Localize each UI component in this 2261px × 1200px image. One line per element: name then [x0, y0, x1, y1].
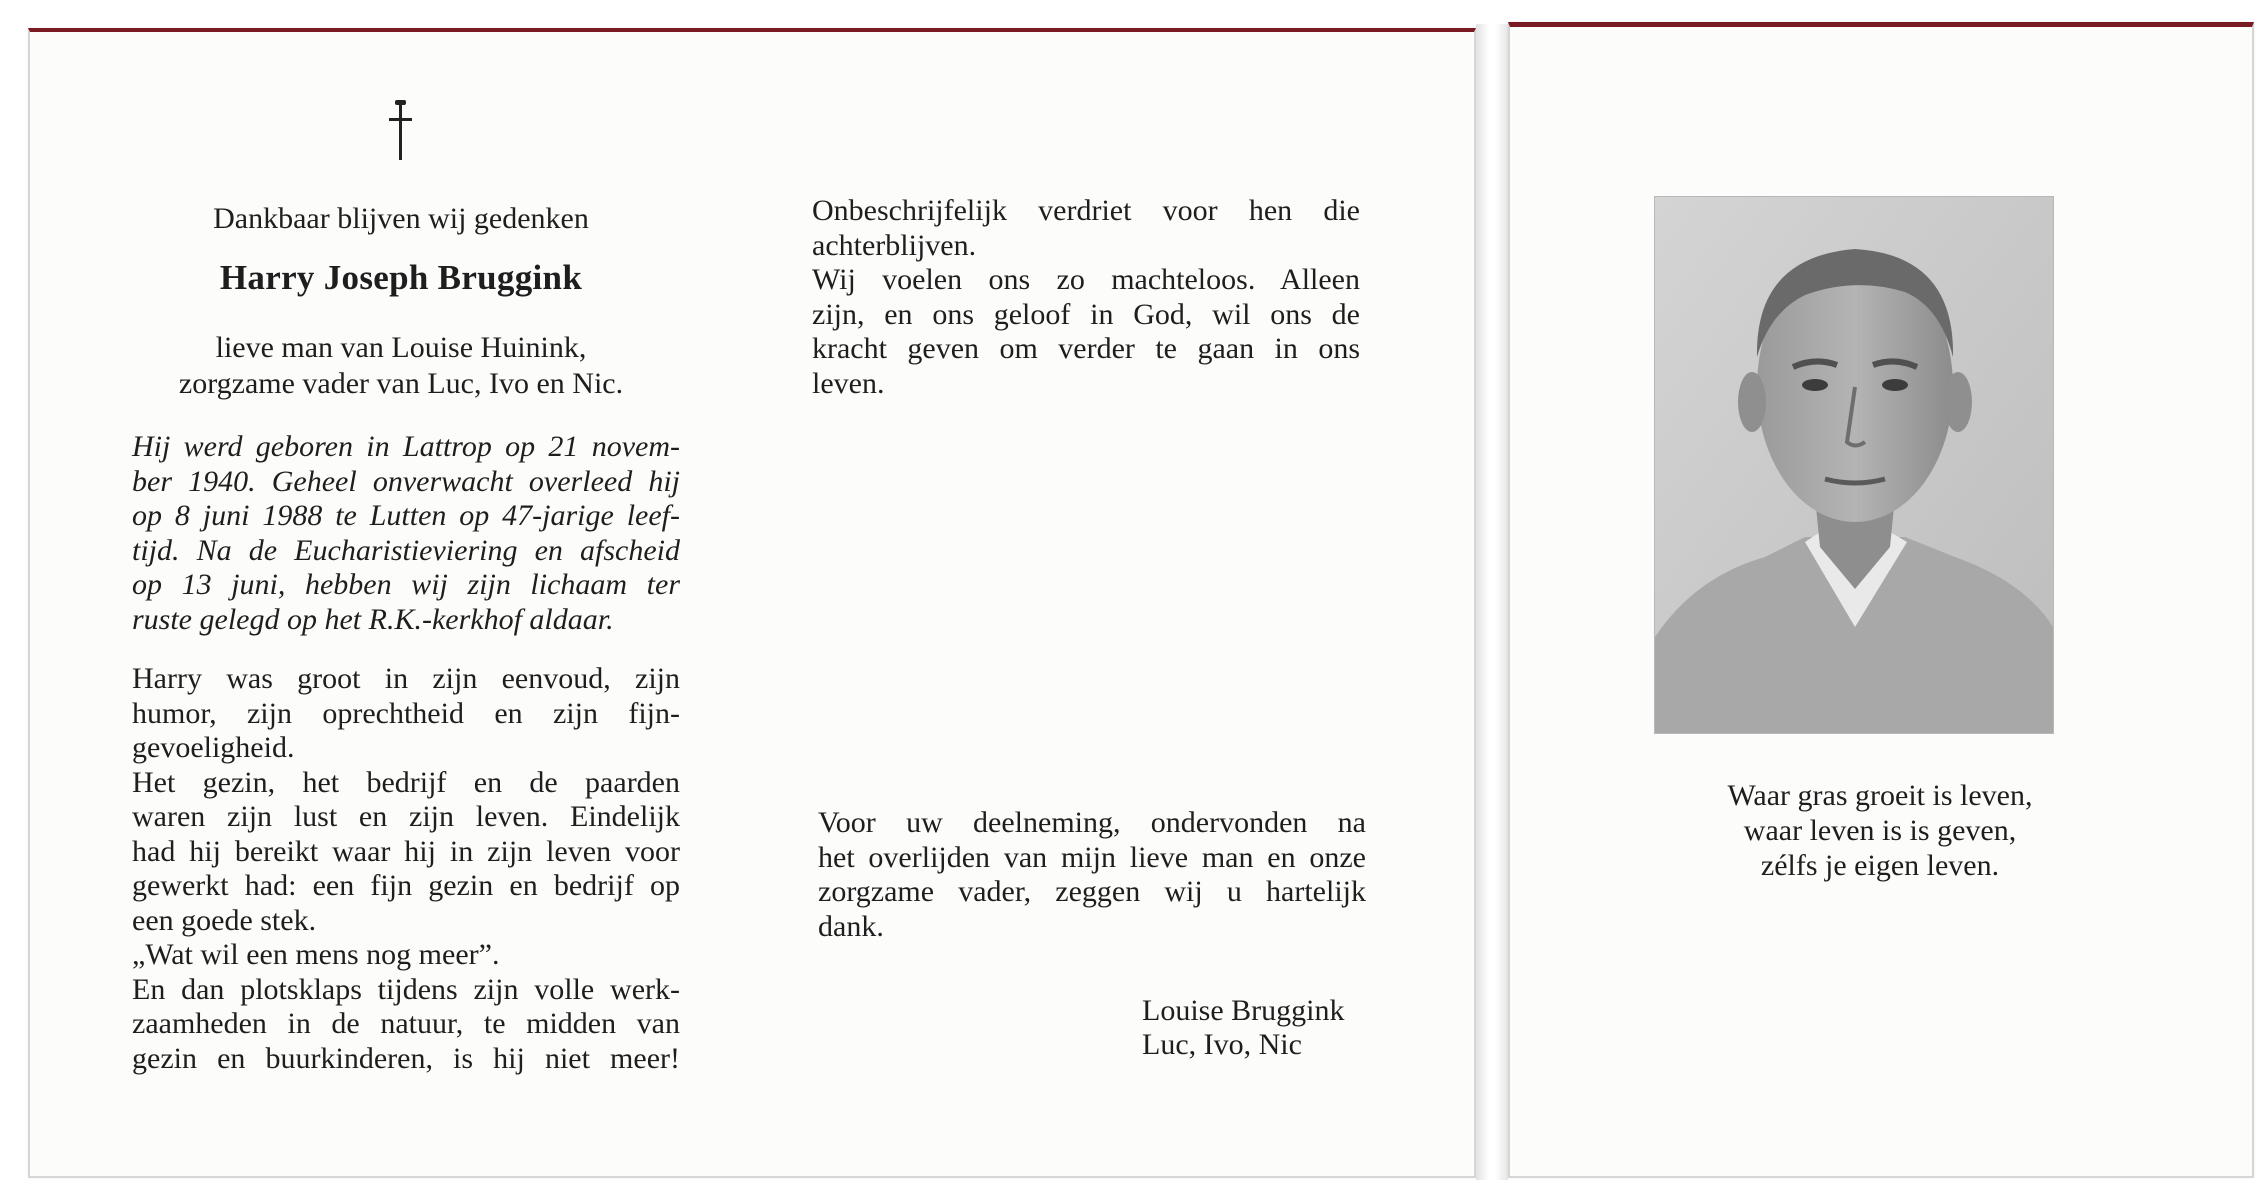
- signature-line: Louise Bruggink: [1142, 994, 1345, 1027]
- grief-line: achterblijven.: [812, 228, 977, 262]
- grief-line: zijn, en ons geloof in God, wil ons de: [812, 297, 1360, 331]
- grief-line: leven.: [812, 366, 885, 400]
- relation-text: [130, 330, 672, 402]
- thanks-line: Voor uw deelneming, ondervonden na: [818, 806, 1366, 839]
- bio-line: tijd. Na de Eucharistieviering en afscheid: [132, 533, 680, 567]
- tribute-line: een goede stek.: [132, 903, 317, 937]
- deceased-name: Harry Joseph Bruggink: [219, 258, 583, 297]
- grief-line: Onbeschrijfelijk verdriet voor hen die: [812, 194, 1360, 227]
- thanks-paragraph: [818, 806, 1366, 944]
- poem-verse: [1555, 778, 2205, 883]
- tribute-line: Het gezin, het bedrijf en de paarden: [132, 765, 680, 799]
- bio-line: op 8 juni 1988 te Lutten op 47-jarige leef-: [132, 499, 680, 532]
- tribute-line: waren zijn lust en zijn leven. Eindelijk: [132, 800, 680, 833]
- poem-line: waar leven is is geven,: [1743, 814, 2017, 847]
- tribute-line: gezin en buurkinderen, is hij niet meer!: [132, 1041, 680, 1075]
- tribute-line: humor, zijn oprechtheid en zijn fijn-: [132, 696, 680, 730]
- tribute-line: En dan plotsklaps tijdens zijn volle werk-: [132, 972, 680, 1006]
- poem-line: zélfs je eigen leven.: [1760, 849, 2000, 882]
- tribute-paragraph: [132, 662, 680, 1076]
- relation-line: zorgzame vader van Luc, Ivo en Nic.: [178, 367, 624, 400]
- tribute-line: had hij bereikt waar hij in zijn leven voor: [132, 834, 680, 868]
- card-fold: [1476, 24, 1508, 1180]
- poem-line: Waar gras groeit is leven,: [1727, 779, 2033, 812]
- grief-paragraph: [812, 194, 1360, 401]
- grief-line: Wij voelen ons zo machteloos. Alleen: [812, 263, 1360, 296]
- grief-line: kracht geven om verder te gaan in ons: [812, 332, 1360, 365]
- signature-line: Luc, Ivo, Nic: [1142, 1028, 1302, 1061]
- tribute-line: „Wat wil een mens nog meer”.: [132, 938, 500, 971]
- tribute-line: Harry was groot in zijn eenvoud, zijn: [132, 662, 680, 695]
- portrait-photo: [1654, 196, 2054, 734]
- biography-paragraph: [132, 430, 680, 637]
- intro-line: Dankbaar blijven wij gedenken: [213, 202, 589, 235]
- tribute-line: zaamheden in de natuur, te midden van: [132, 1007, 680, 1040]
- tribute-line: gewerkt had: een fijn gezin en bedrijf op: [132, 869, 680, 902]
- portrait-illustration: [1655, 197, 2053, 733]
- bio-line: Hij werd geboren in Lattrop op 21 novem-: [132, 430, 680, 463]
- thanks-line: het overlijden van mijn lieve man en onze: [818, 840, 1366, 874]
- relation-line: lieve man van Louise Huinink,: [215, 331, 587, 364]
- bio-line: op 13 juni, hebben wij zijn lichaam ter: [132, 568, 680, 601]
- bio-line: ber 1940. Geheel onverwacht overleed hij: [132, 464, 680, 498]
- bio-line: ruste gelegd op het R.K.-kerkhof aldaar.: [132, 602, 614, 636]
- signature-block: [1142, 994, 1382, 1062]
- thanks-line: zorgzame vader, zeggen wij u hartelijk: [818, 875, 1366, 908]
- thanks-line: dank.: [818, 909, 884, 943]
- tribute-line: gevoeligheid.: [132, 731, 295, 764]
- latin-cross-icon: [381, 100, 421, 162]
